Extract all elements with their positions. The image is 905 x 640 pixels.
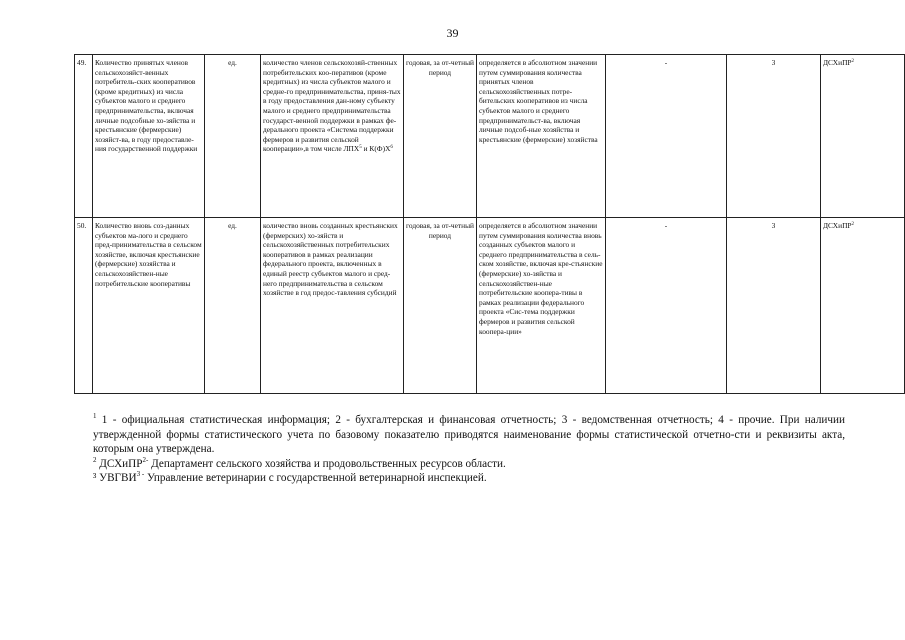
responsible-cell: [821, 218, 905, 394]
dash-cell: -: [606, 218, 727, 394]
table-row: [75, 218, 905, 394]
method-cell: определяется в абсолютном значении путем суммирования количества вновь созданных субъектов малого и среднего предпринимательства в сель-ском хозяйстве, включая кре-стьянские (фермерские) хо-зяйства и сельскохозяйствен-ные потребительские коопера-тивы в рамках реализации федерального проекта «Сис-тема поддержки фермеров и развития сельской коопера-ции»: [477, 218, 606, 394]
unit-cell: ед.: [205, 218, 261, 394]
footnote-abbr: УВГВИ: [96, 472, 137, 484]
footnote-ref: 2: [851, 59, 855, 64]
indicator-name: Количество принятых членов сельскохозяйст-венных потребитель-ских кооперативов (кроме кредитных) из числа субъектов малого и среднего предпринимательства, включая личные подсобные хо-зяйства и крестьянские (фермерские) хозяйст-ва, в году предоставле-ния государственной поддержки: [93, 55, 205, 218]
indicator-table: [74, 54, 905, 394]
source-level-cell: 3: [727, 218, 821, 394]
footnote-marker: ³: [93, 472, 97, 484]
footnote-2: [93, 457, 845, 472]
indicator-name: Количество вновь соз-данных субъектов ма-лого и среднего пред-принимательства в сельском хозяйстве, включая крестьянские (фермерские) хозяйства и сельскохозяйствен-ные потребительские кооперативы: [93, 218, 205, 394]
footnote-ref: 5: [359, 145, 362, 151]
row-number: 49.: [75, 55, 93, 218]
footnote-ref: 6: [390, 145, 393, 151]
footnote-abbr-sup: 2-: [142, 455, 149, 464]
period-cell: годовая, за от-четный период: [404, 55, 477, 218]
definition-cell: количество вновь созданных крестьянских (фермерских) хо-зяйств и сельскохозяйственных потребительских кооперативов в рамках реализации федерального проекта, включенных в единый реестр субъектов малого и сред-него предпринимательства в сельском хозяйстве в год предос-тавления субсидий: [261, 218, 404, 394]
definition-text-mid: и К(Ф)Х: [361, 144, 391, 154]
page-number: 39: [446, 26, 459, 40]
footnote-ref: 2: [851, 222, 855, 227]
footnote-abbr-sup: 3 -: [136, 470, 145, 478]
footnote-text: Департамент сельского хозяйства и продовольственных ресурсов области.: [148, 457, 506, 470]
definition-cell: [261, 55, 404, 218]
source-level-cell: 3: [727, 55, 821, 218]
responsible-text: ДСХиПР: [823, 58, 852, 67]
footnote-abbr: ДСХиПР: [96, 457, 143, 470]
row-number: 50.: [75, 218, 93, 394]
footnote-1: [93, 413, 845, 457]
footnote-3: [93, 471, 845, 486]
footnote-marker: 2: [93, 455, 97, 464]
period-cell: годовая, за от-четный период: [404, 218, 477, 394]
footnote-text: 1 - официальная статистическая информация; 2 - бухгалтерская и финансовая отчетность; 3 - ведомственная отчетность; 4 - прочие. При наличии утвержденной формы статистического учета по базовому показателю приводятся наименование формы статистической отчетно-сти и реквизиты акта, которым она утверждена.: [93, 414, 845, 455]
footnote-text: Управление ветеринарии с государственной ветеринарной инспекцией.: [144, 472, 487, 484]
method-cell: определяется в абсолютном значении путем суммирования количества принятых членов сельскохозяйственных потре-бительских кооперативов из числа субъектов малого и среднего предпринимательст-ва, включая личные подсоб-ные хозяйства и крестьянские (фермерские) хозяйства: [477, 55, 606, 218]
responsible-cell: [821, 55, 905, 218]
unit-cell: ед.: [205, 55, 261, 218]
dash-cell: -: [606, 55, 727, 218]
table-row: [75, 55, 905, 218]
footnote-marker: 1: [93, 412, 97, 420]
responsible-text: ДСХиПР: [823, 221, 852, 230]
definition-text: количество членов сельскохозяй-ственных потребительских коо-перативов (кроме кредитных) из числа субъектов малого и средне-го предпринимательства, приня-тых в году предоставления дан-ному субъекту малого и среднего предпринимательства государст-венной поддержки в рамках фе-дерального проекта «Система поддержки фермеров и развития сельской кооперации»,в том числе ЛПХ: [263, 58, 401, 154]
footnotes: [93, 413, 845, 486]
